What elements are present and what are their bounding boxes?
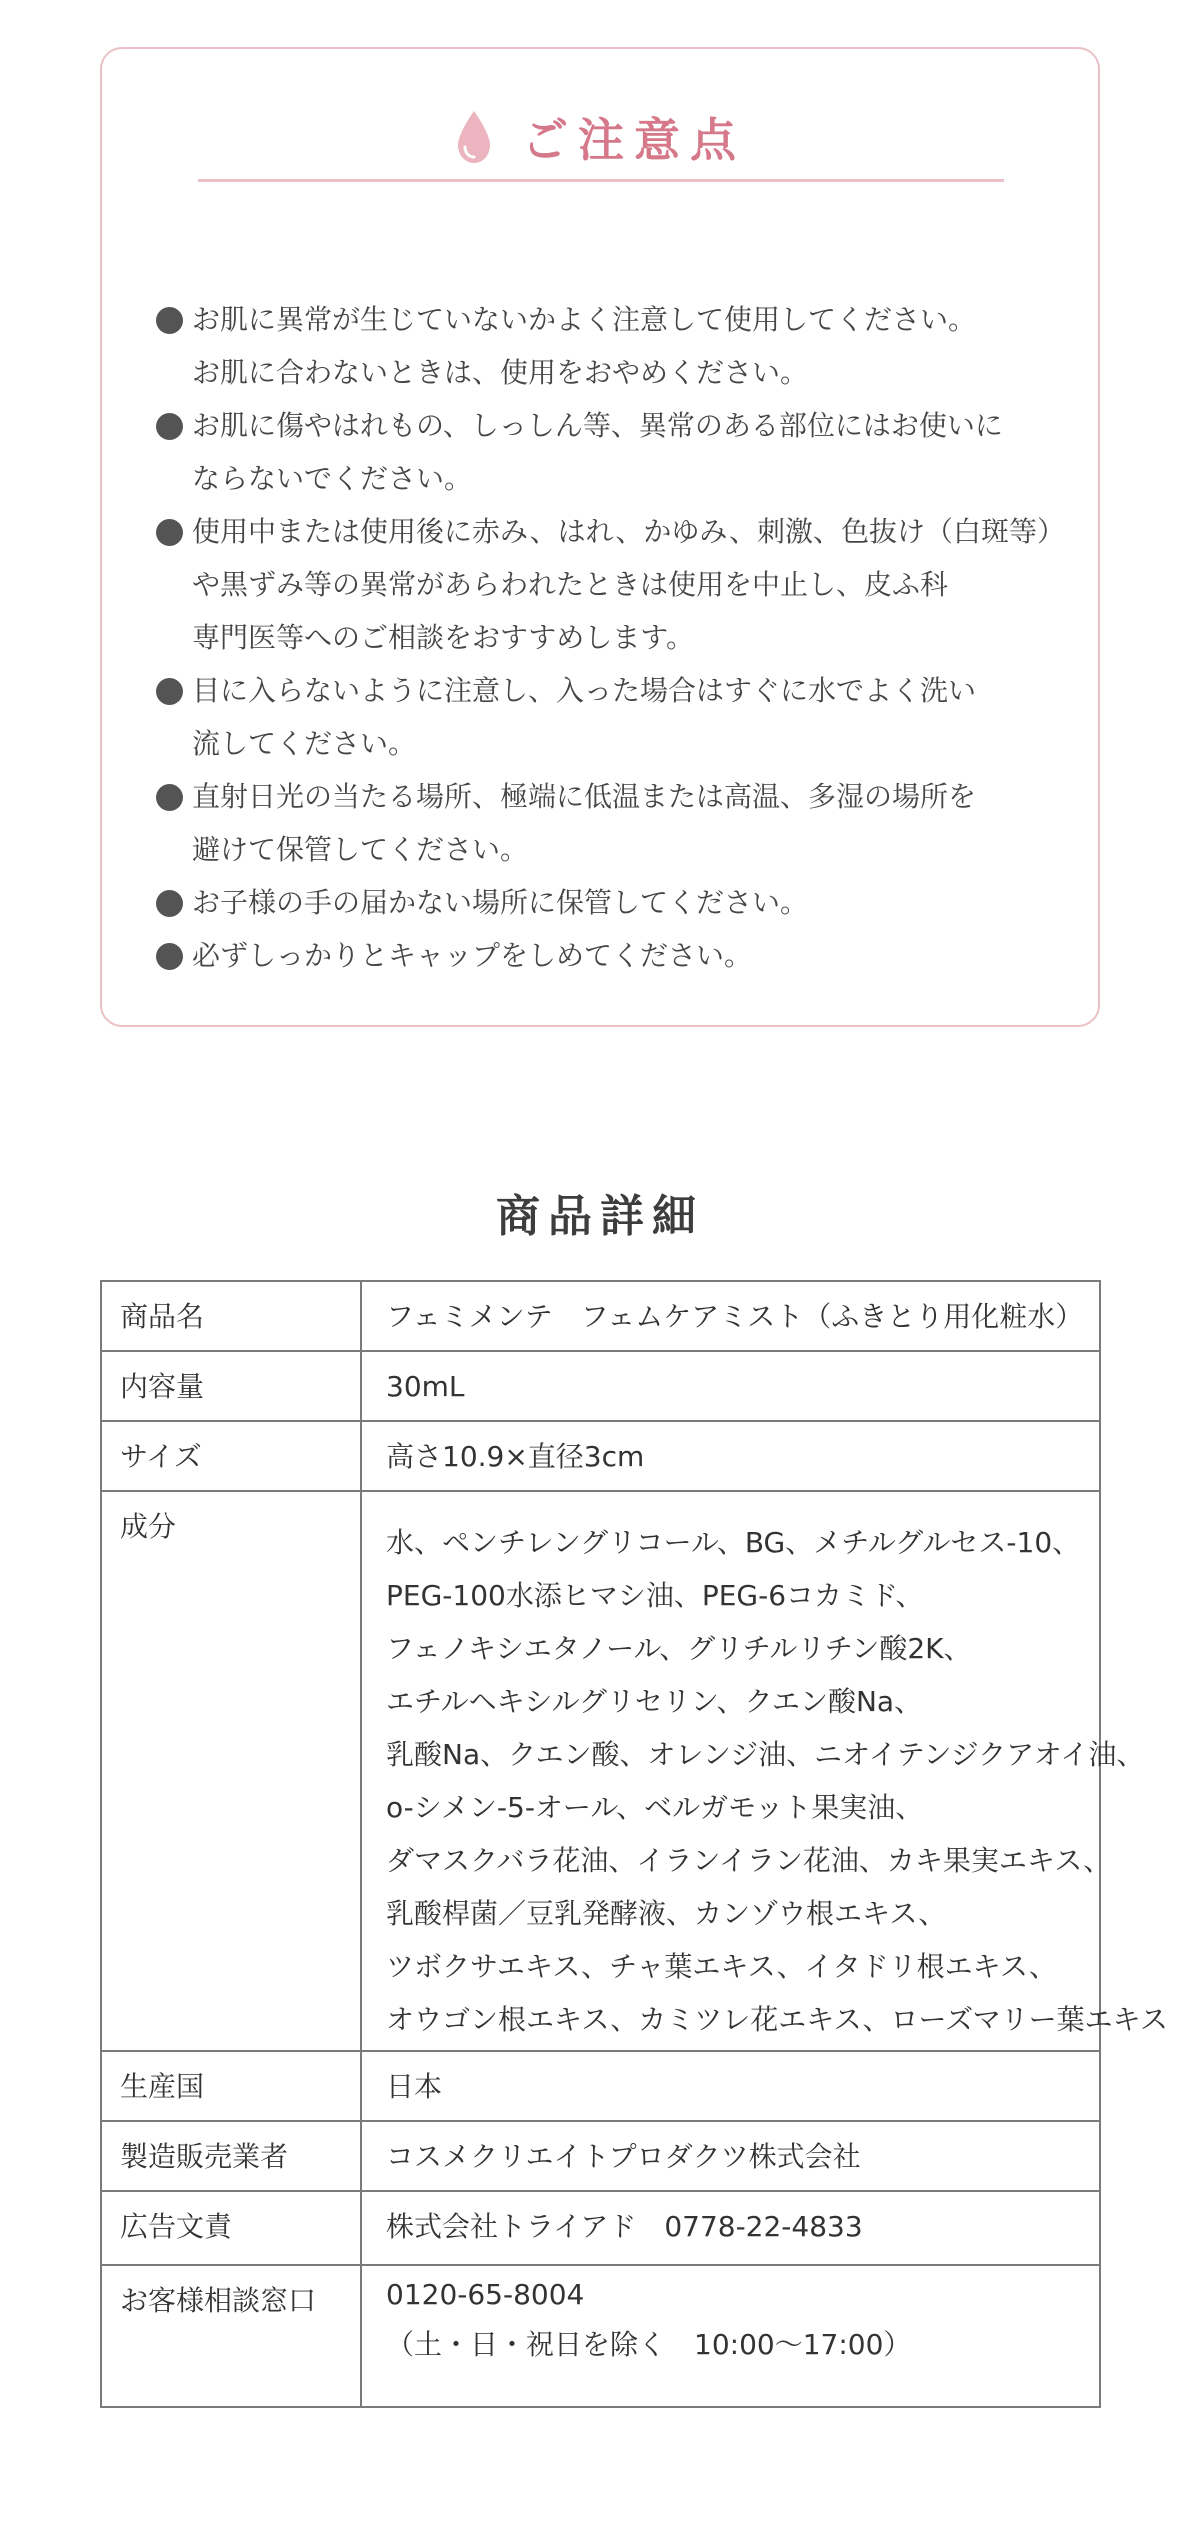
row-value: オウゴン根エキス、カミツレ花エキス、ローズマリー葉エキス bbox=[386, 2003, 1169, 2036]
row-label: お客様相談窓口 bbox=[120, 2284, 317, 2317]
bullet-icon bbox=[156, 413, 183, 440]
bullet-icon bbox=[156, 890, 183, 917]
row-value: コスメクリエイトプロダクツ株式会社 bbox=[386, 2140, 861, 2173]
bullet-icon bbox=[156, 784, 183, 811]
row-label: 内容量 bbox=[120, 1370, 205, 1403]
row-value: エチルヘキシルグリセリン、クエン酸Na、 bbox=[386, 1685, 923, 1718]
caution-item bbox=[156, 293, 1058, 399]
row-label-cell bbox=[101, 2191, 361, 2265]
caution-item-text: 使用中または使用後に赤み、はれ、かゆみ、刺激、色抜け（白斑等） bbox=[192, 515, 1066, 548]
row-value-cell bbox=[361, 1281, 1100, 1351]
caution-header bbox=[102, 97, 1098, 177]
row-value-cell bbox=[361, 2121, 1100, 2191]
caution-list bbox=[156, 293, 1066, 982]
caution-item bbox=[156, 770, 1058, 876]
caution-item bbox=[156, 876, 1058, 929]
row-label: サイズ bbox=[120, 1440, 202, 1473]
caution-item-text: お肌に傷やはれもの、しっしん等、異常のある部位にはお使いに bbox=[192, 409, 1003, 442]
caution-item-text: 必ずしっかりとキャップをしめてください。 bbox=[192, 939, 753, 972]
row-label: 製造販売業者 bbox=[120, 2140, 289, 2173]
row-label: 商品名 bbox=[120, 1300, 205, 1333]
row-value: PEG-100水添ヒマシ油、PEG-6コカミド、 bbox=[386, 1579, 924, 1612]
caution-item-text: お肌に異常が生じていないかよく注意して使用してください。 bbox=[192, 303, 977, 336]
row-label-cell bbox=[101, 1491, 361, 2051]
row-value: o-シメン-5-オール、ベルガモット果実油、 bbox=[386, 1791, 924, 1824]
row-value: フェミメンテ フェムケアミスト（ふきとり用化粧水） bbox=[386, 1300, 1084, 1333]
table-row bbox=[101, 1491, 1100, 2051]
table-row bbox=[101, 2051, 1100, 2121]
caution-item-text: お肌に合わないときは、使用をおやめください。 bbox=[192, 356, 809, 389]
row-value-cell bbox=[361, 2051, 1100, 2121]
row-value: 株式会社トライアド 0778-22-4833 bbox=[386, 2210, 863, 2243]
table-row bbox=[101, 2265, 1100, 2407]
caution-item-text: ならないでください。 bbox=[192, 462, 473, 495]
row-label-cell bbox=[101, 2121, 361, 2191]
row-value-cell bbox=[361, 2191, 1100, 2265]
row-label: 生産国 bbox=[120, 2070, 205, 2103]
caution-section bbox=[100, 47, 1100, 1027]
row-value: 乳酸Na、クエン酸、オレンジ油、ニオイテンジクアオイ油、 bbox=[386, 1738, 1145, 1771]
caution-divider bbox=[198, 179, 1004, 182]
caution-item-text: 専門医等へのご相談をおすすめします。 bbox=[192, 621, 695, 654]
row-value: 乳酸桿菌／豆乳発酵液、カンゾウ根エキス、 bbox=[386, 1897, 947, 1930]
row-value-cell bbox=[361, 1351, 1100, 1421]
caution-item-text: 直射日光の当たる場所、極端に低温または高温、多湿の場所を bbox=[192, 780, 977, 813]
caution-item-text: や黒ずみ等の異常があらわれたときは使用を中止し、皮ふ科 bbox=[192, 568, 949, 601]
row-value: 水、ペンチレングリコール、BG、メチルグルセス-10、 bbox=[386, 1526, 1081, 1559]
table-row bbox=[101, 1351, 1100, 1421]
caution-item-text: お子様の手の届かない場所に保管してください。 bbox=[192, 886, 809, 919]
caution-item-text: 避けて保管してください。 bbox=[192, 833, 529, 866]
row-value-cell bbox=[361, 1421, 1100, 1491]
row-label-cell bbox=[101, 1281, 361, 1351]
droplet-icon bbox=[454, 109, 494, 165]
table-row bbox=[101, 2191, 1100, 2265]
row-label-cell bbox=[101, 2265, 361, 2407]
bullet-icon bbox=[156, 307, 183, 334]
row-label: 成分 bbox=[120, 1510, 177, 1543]
row-value: ダマスクバラ花油、イランイラン花油、カキ果実エキス、 bbox=[386, 1844, 1112, 1877]
row-value: 0120-65-8004 bbox=[386, 2278, 585, 2311]
caution-item-text: 目に入らないように注意し、入った場合はすぐに水でよく洗い bbox=[192, 674, 977, 707]
table-row bbox=[101, 1281, 1100, 1351]
row-value: フェノキシエタノール、グリチルリチン酸2K、 bbox=[386, 1632, 972, 1665]
row-value: 日本 bbox=[386, 2070, 443, 2103]
row-value-cell bbox=[361, 2265, 1100, 2407]
row-label-cell bbox=[101, 1351, 361, 1421]
bullet-icon bbox=[156, 678, 183, 705]
caution-item bbox=[156, 505, 1066, 664]
row-value: 30mL bbox=[386, 1370, 465, 1403]
row-label-cell bbox=[101, 2051, 361, 2121]
row-value: 高さ10.9×直径3cm bbox=[386, 1440, 645, 1473]
row-value-cell bbox=[361, 1491, 1169, 2051]
row-value: （土・日・祝日を除く 10:00〜17:00） bbox=[386, 2328, 912, 2361]
details-title: 商品詳細 bbox=[496, 1191, 704, 1242]
caution-item-text: 流してください。 bbox=[192, 727, 417, 760]
table-row bbox=[101, 1421, 1100, 1491]
bullet-icon bbox=[156, 943, 183, 970]
bullet-icon bbox=[156, 519, 183, 546]
caution-title: ご注意点 bbox=[522, 113, 746, 167]
caution-item bbox=[156, 929, 1058, 982]
caution-item bbox=[156, 399, 1058, 505]
row-value: ツボクサエキス、チャ葉エキス、イタドリ根エキス、 bbox=[386, 1950, 1057, 1983]
caution-item bbox=[156, 664, 1058, 770]
row-label-cell bbox=[101, 1421, 361, 1491]
table-row bbox=[101, 2121, 1100, 2191]
details-table bbox=[100, 1280, 1169, 2408]
row-label: 広告文責 bbox=[120, 2210, 233, 2243]
